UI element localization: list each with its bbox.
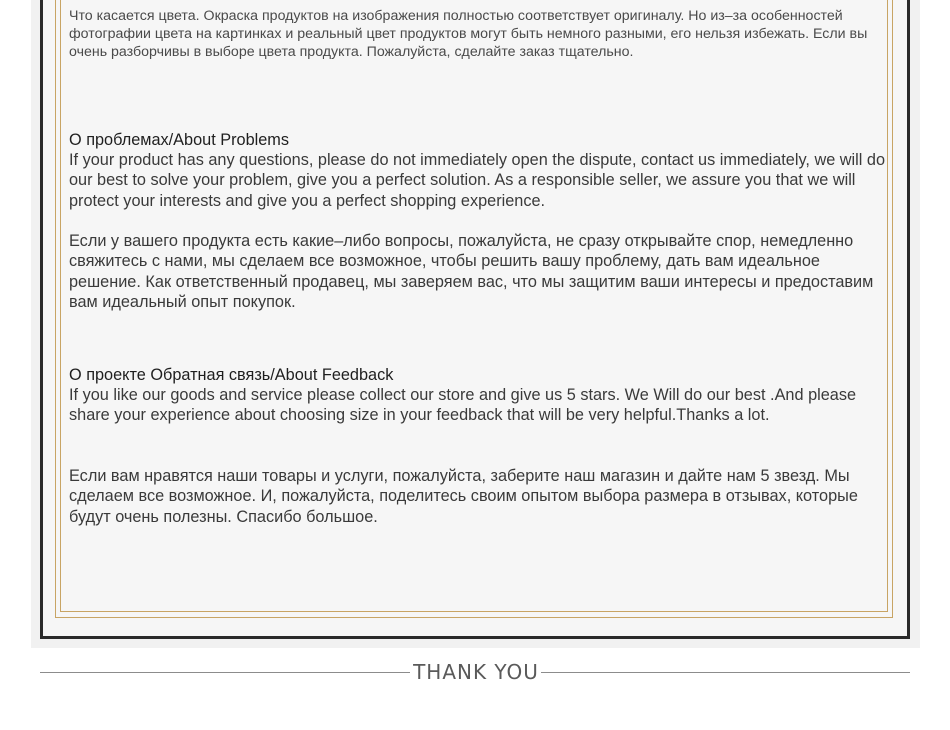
feedback-heading: О проекте Обратная связь/About Feedback [69,366,394,384]
problems-heading: О проблемах/About Problems [69,131,290,149]
thank-you-left-line [40,672,410,673]
color-info-text: Что касается цвета. Окраска продуктов на изображения полностью соответствует оригиналу. Но из–за особенностей фотографии цвета на картинках и реальный цвет продуктов могут быть немного разными, его нельзя избежать. Если вы очень разборчивы в выборе цвета продукта. Пожалуйста, сделайте заказ тщательно. [69,8,868,60]
thank-you-right-line [541,672,910,673]
thank-you-label: THANK YOU [413,660,539,684]
feedback-text-en: If you like our goods and service please collect our store and give us 5 stars. We Will do our best .And please share your experience about choosing size in your feedback that will be very helpful.Thanks a lot. [69,386,857,425]
problems-text-en: If your product has any questions, please do not immediately open the dispute, contact us immediately, we will do our best to solve your problem, give you a perfect solution. As a responsible seller, we assure you that we will protect your interests and give you a perfect shopping experience. [69,151,886,210]
feedback-text-ru: Если вам нравятся наши товары и услуги, пожалуйста, заберите наш магазин и дайте нам 5 звезд. Мы сделаем все возможное. И, пожалуйста, поделитесь своим опытом выбора размера в отзывах, которые будут очень полезны. Спасибо большое. [69,467,858,526]
problems-text-ru: Если у вашего продукта есть какие–либо вопросы, пожалуйста, не сразу открывайте спор, немедленно свяжитесь с нами, мы сделаем все возможное, чтобы решить вашу проблему, дать вам идеальное решение. Как ответственный продавец, мы заверяем вас, что мы защитим ваши интересы и предоставим вам идеальный опыт покупок. [69,232,874,311]
